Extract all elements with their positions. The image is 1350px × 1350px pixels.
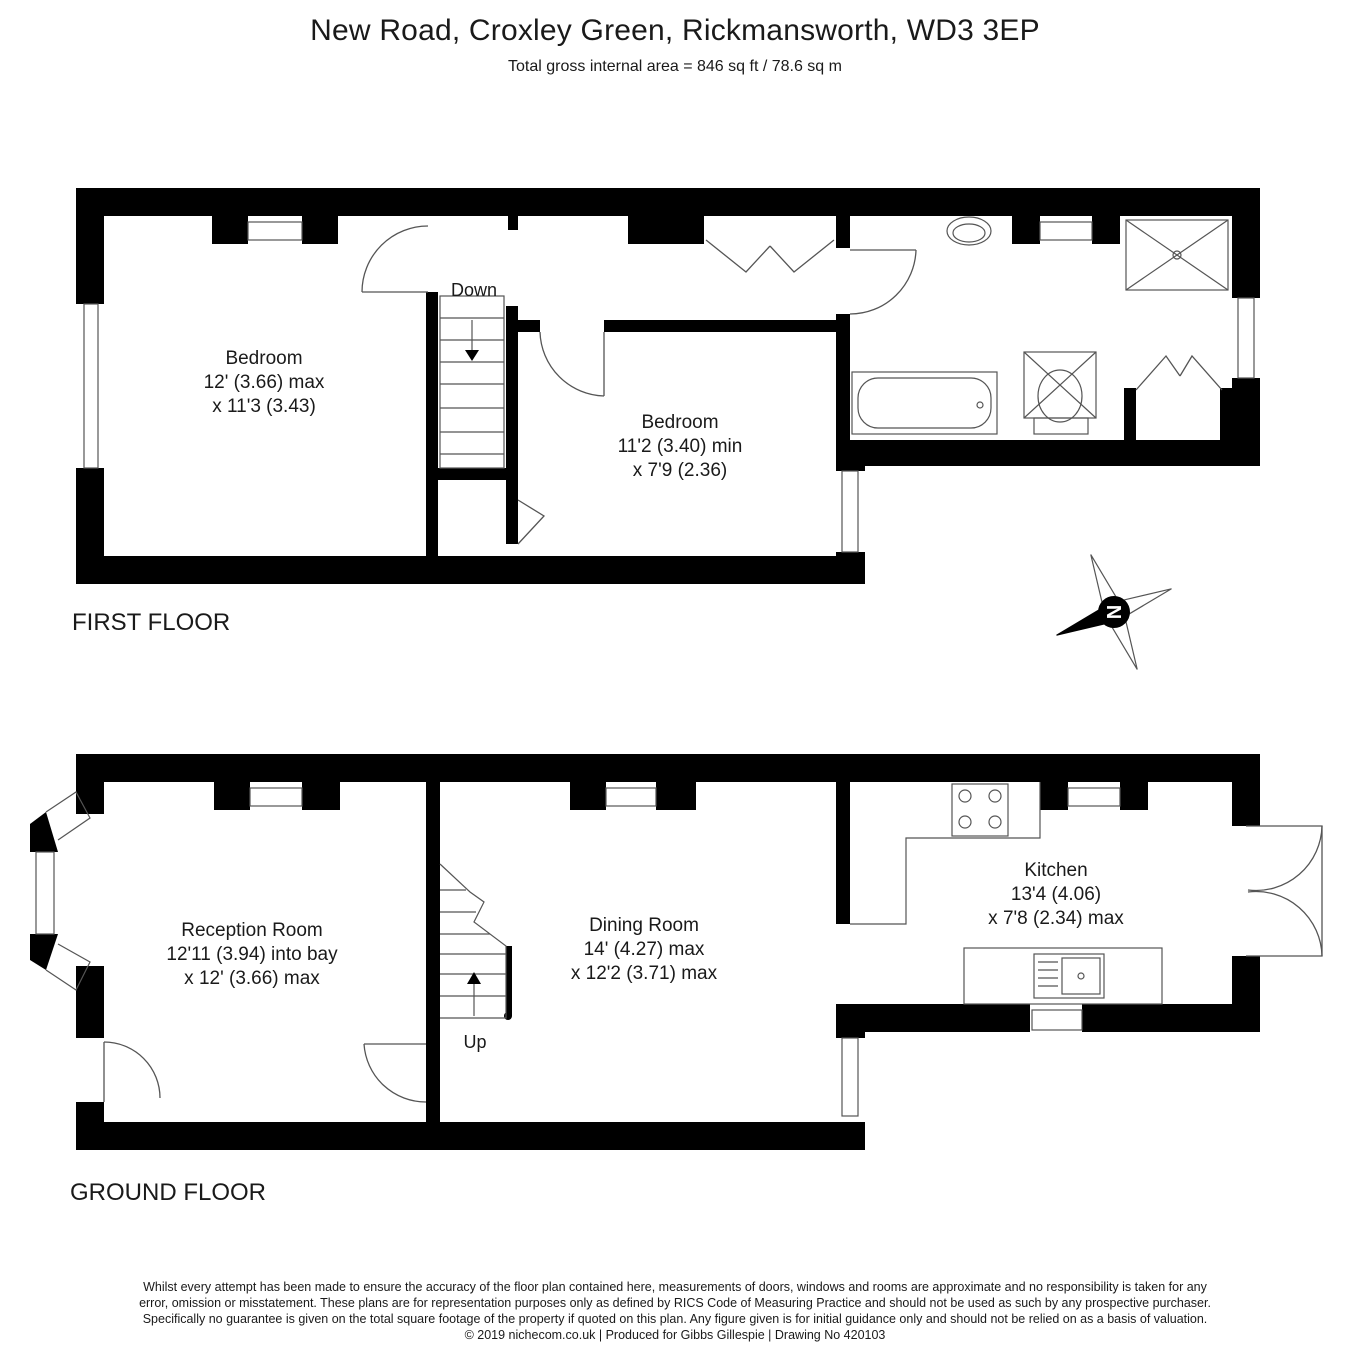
room-dimension: x 11'3 (3.43) [212,396,316,417]
first-floor-stairs [440,296,504,468]
kitchen-fixtures [850,782,1162,1004]
room-dimension: 13'4 (4.06) [1010,884,1102,905]
ground-floor-plan [30,754,1322,1206]
compass-north-label: N [1104,604,1126,620]
ground-floor-stairs [440,864,506,1018]
room-name: Kitchen [1024,860,1088,881]
room-dimension: 12' (3.66) max [203,372,325,393]
total-area: Total gross internal area = 846 sq ft / 78.6 sq m [508,58,842,75]
first-floor-label: FIRST FLOOR [72,609,231,636]
room-dimension: 11'2 (3.40) min [617,436,743,457]
stairs-up-label: Up [463,1032,487,1052]
room-name: Bedroom [641,412,719,433]
worktop [964,948,1162,1004]
room-dimension: x 7'9 (2.36) [632,460,728,481]
first-floor-doors [362,226,1222,544]
room-dimension: x 7'8 (2.34) max [988,908,1124,929]
compass-icon [1033,531,1194,692]
room-dimension: x 12' (3.66) max [184,968,320,989]
stairs-down-arrow-icon [465,350,479,361]
room-name: Dining Room [589,915,699,936]
disclaimer-line: Whilst every attempt has been made to ensure the accuracy of the floor plan contained here, measurements of doors, windows and rooms are approximate and no responsibility is taken for any [143,1280,1207,1294]
sink-icon [1034,954,1104,998]
disclaimer-line: error, omission or misstatement. These plans are for representation purposes only as defined by RICS Code of Measuring Practice and should not be used as such by any prospective purchaser. [139,1296,1211,1310]
disclaimer [60,1279,1290,1343]
ground-floor-label: GROUND FLOOR [70,1179,267,1206]
copyright-line: © 2019 nichecom.co.uk | Produced for Gibbs Gillespie | Drawing No 420103 [464,1328,886,1342]
disclaimer-line: Specifically no guarantee is given on the total square footage of the property if quoted on this plan. Any figure given is for initial guidance only and should not be relied on as a basis of valuation. [142,1312,1208,1326]
room-dimension: 14' (4.27) max [583,939,705,960]
bath-icon [852,372,997,434]
newel-post [504,1012,512,1020]
plan-title: New Road, Croxley Green, Rickmansworth, WD3 3EP [310,14,1040,47]
stairs-down-label: Down [450,280,498,300]
room-dimension: 12'11 (3.94) into bay [166,944,338,965]
first-floor-plan [72,188,1260,636]
room-name: Bedroom [225,348,303,369]
room-name: Reception Room [181,920,323,941]
room-dimension: x 12'2 (3.71) max [570,963,718,984]
